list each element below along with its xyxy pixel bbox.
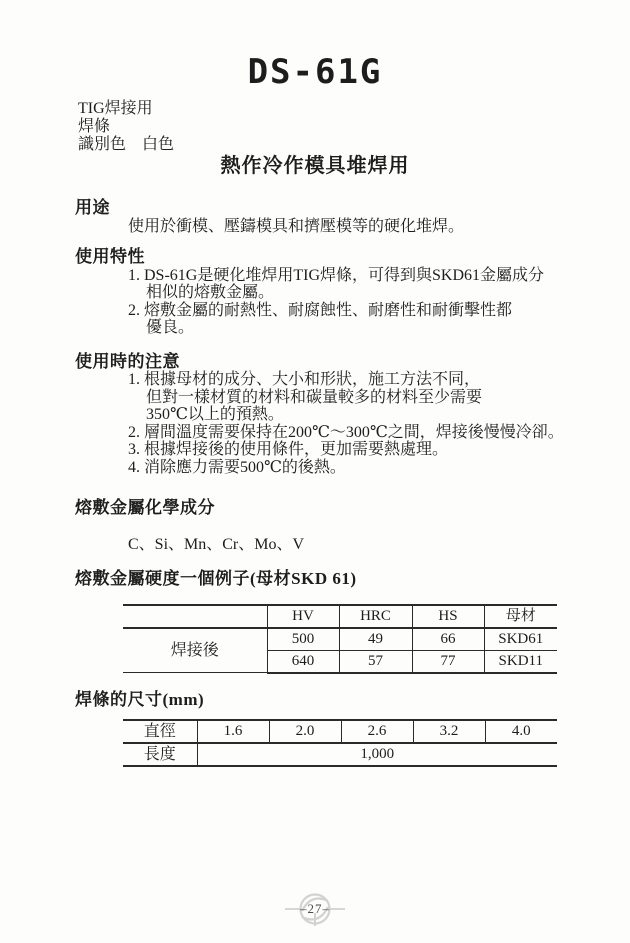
page-number: – 27 – (300, 901, 330, 916)
notes-item-line: 2. 層間溫度需要保持在200℃～300℃之間，焊接後慢慢冷卻。 (128, 423, 564, 441)
page-title: DS-61G (247, 52, 383, 92)
hardness-cell-hv: 500 (267, 628, 339, 651)
diameter-value: 2.6 (341, 720, 413, 743)
hardness-blank-header-cell (123, 605, 267, 628)
diameter-value: 4.0 (485, 720, 557, 743)
hardness-cell-hs: 77 (412, 650, 484, 673)
chemistry-elements-text: C、Si、Mn、Cr、Mo、V (128, 535, 305, 553)
hardness-col-hv: HV (267, 605, 339, 628)
hardness-cell-hrc: 49 (339, 628, 412, 651)
dimensions-table (123, 719, 557, 767)
section-chemistry-heading: 熔敷金屬化學成分 (75, 498, 215, 517)
hardness-cell-hs: 66 (412, 628, 484, 651)
diameter-value: 1.6 (197, 720, 269, 743)
features-item-line: 2. 熔敷金屬的耐熱性、耐腐蝕性、耐磨性和耐衝擊性都 (128, 301, 513, 319)
features-item-line: 1. DS-61G是硬化堆焊用TIG焊條，可得到與SKD61金屬成分 (128, 266, 545, 284)
usage-body-text: 使用於衝模、壓鑄模具和擠壓模等的硬化堆焊。 (128, 217, 465, 235)
hardness-col-base-metal: 母材 (484, 605, 557, 628)
length-value: 1,000 (197, 743, 557, 766)
length-row-label: 長度 (123, 743, 197, 766)
section-features-heading: 使用特性 (75, 247, 145, 266)
hardness-cell-base: SKD11 (484, 650, 557, 673)
notes-item-line: 3. 根據焊接後的使用條件，更加需要熱處理。 (128, 441, 449, 458)
hardness-row-label: 焊接後 (123, 628, 267, 673)
features-item-line: 相似的熔敷金屬。 (146, 284, 275, 301)
section-usage-heading: 用途 (75, 198, 110, 217)
page-subtitle: 熱作冷作模具堆焊用 (220, 155, 410, 177)
meta-line-rod-type: 焊條 (78, 118, 111, 135)
footer-dash-left: – (300, 901, 308, 916)
meta-line-id-color: 識別色 白色 (78, 136, 175, 153)
notes-item-line: 但對一樣材質的材料和碳量較多的材料至少需要 (146, 388, 483, 406)
section-hardness-heading: 熔敷金屬硬度一個例子(母材SKD 61) (75, 569, 357, 588)
features-item-line: 優良。 (146, 319, 195, 336)
section-dimensions-heading: 焊條的尺寸(mm) (75, 689, 205, 709)
notes-item-line: 350℃以上的預熱。 (146, 406, 284, 423)
notes-item-line: 1. 根據母材的成分、大小和形狀，施工方法不同， (128, 371, 481, 388)
diameter-value: 2.0 (269, 720, 341, 743)
meta-line-welding-type: TIG焊接用 (78, 100, 153, 117)
product-meta (78, 100, 630, 154)
page-footer (0, 889, 630, 929)
section-notes-heading: 使用時的注意 (75, 351, 180, 371)
diameter-value: 3.2 (413, 720, 485, 743)
hardness-cell-hv: 640 (267, 650, 339, 673)
hardness-col-hrc: HRC (339, 605, 412, 628)
hardness-cell-base: SKD61 (484, 628, 557, 651)
hardness-col-hs: HS (412, 605, 484, 628)
datasheet-page (0, 52, 630, 943)
diameter-row-label: 直徑 (123, 720, 197, 743)
hardness-table (123, 604, 557, 674)
footer-dash-right: – (322, 901, 330, 916)
notes-item-line: 4. 消除應力需要500℃的後熱。 (128, 458, 346, 476)
hardness-cell-hrc: 57 (339, 650, 412, 673)
